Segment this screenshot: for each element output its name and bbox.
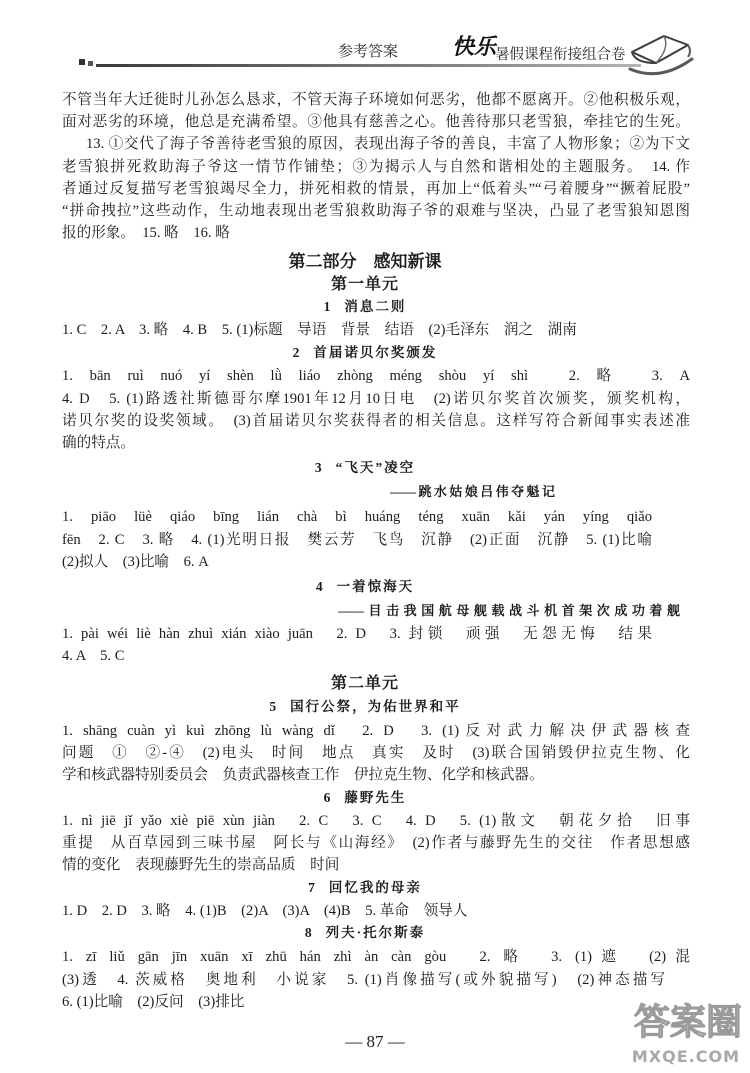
answer-line: 不管当年大迁徙时儿孙怎么恳求，不管天海子环境如何恶劣，他都不愿离开。②他积极乐观， bbox=[62, 92, 690, 108]
lesson-name: 回忆我的母亲 bbox=[328, 880, 422, 895]
lesson-name: 首届诺贝尔奖颁发 bbox=[313, 345, 438, 360]
lesson-name: 一着惊海天 bbox=[336, 579, 415, 594]
part-title: 第二部分 感知新课 bbox=[288, 252, 442, 271]
answer-line: 1. zī liǔ gān jīn xuān xī zhū hán zhì àn càn gòu 2. 略 3. (1)遮 (2)混 bbox=[62, 949, 690, 965]
answer-line: 学和核武器特别委员会 负责武器核查工作 伊拉克生物、化学和核武器。 bbox=[62, 767, 544, 783]
header-series-title: 暑假课程衔接组合卷 bbox=[495, 47, 626, 63]
lesson-name: 国行公祭，为佑世界和平 bbox=[290, 699, 461, 714]
answer-line: 4. A 5. C bbox=[62, 648, 125, 664]
unit-title: 第一单元 bbox=[330, 276, 399, 293]
lesson-title bbox=[62, 295, 668, 319]
lesson-title bbox=[62, 921, 668, 945]
answer-line: 问题 ① ②-④ (2)电头 时间 地点 真实 及时 (3)联合国销毁伊拉克生物、化 bbox=[62, 745, 690, 761]
header-brand: 快乐 bbox=[452, 35, 497, 60]
answer-line: 1. shāng cuàn yì kuì zhōng lù wàng dǐ 2. D 3. (1)反对武力解决伊武器核查 bbox=[62, 723, 690, 739]
lesson-number: 5 bbox=[269, 699, 279, 714]
lesson-subtitle: ——目击我国航母舰载战斗机首架次成功着舰 bbox=[338, 603, 680, 618]
lesson-name: 藤野先生 bbox=[344, 790, 407, 805]
lesson-title bbox=[62, 341, 668, 365]
watermark-site: MXQE.COM bbox=[631, 1047, 740, 1066]
folded-paper-logo-icon bbox=[626, 28, 696, 84]
lesson-title bbox=[62, 876, 668, 900]
answer-line: (2)拟人 (3)比喻 6. A bbox=[62, 554, 209, 570]
lesson-number: 7 bbox=[308, 880, 317, 895]
lesson-name: “飞天”凌空 bbox=[335, 460, 416, 475]
page-number: — 87 — bbox=[345, 1032, 405, 1051]
lesson-number: 3 bbox=[314, 460, 324, 475]
answer-line: “拼命拽拉”这些动作，生动地表现出老雪狼救助海子爷的艰难与坚决，凸显了老雪狼知恩图 bbox=[62, 203, 690, 219]
lesson-title bbox=[62, 456, 668, 480]
lesson-number: 8 bbox=[304, 925, 314, 940]
answer-line: 面对恶劣的环境，他总是充满希望。③他具有慈善之心。他善待那只老雪狼，牵挂它的生死。 bbox=[62, 114, 690, 130]
lesson-name: 消息二则 bbox=[344, 299, 407, 314]
lesson-number: 6 bbox=[323, 790, 333, 805]
lesson-number: 4 bbox=[315, 579, 325, 594]
lesson-subtitle: ——跳水姑娘吕伟夺魁记 bbox=[390, 484, 555, 499]
answer-line: 情的变化 表现藤野先生的崇高品质 时间 bbox=[62, 857, 340, 873]
lesson-number: 1 bbox=[323, 299, 333, 314]
unit-title: 第二单元 bbox=[330, 675, 399, 692]
lesson-title bbox=[62, 575, 668, 599]
answer-line: 诺贝尔奖的设奖领域。 (3)首届诺贝尔奖获得者的相关信息。这样写符合新闻事实表述准 bbox=[62, 413, 690, 429]
watermark-logo: 答案圈 bbox=[633, 1002, 742, 1043]
answer-line: 6. (1)比喻 (2)反问 (3)排比 bbox=[62, 994, 245, 1010]
header-square-decoration bbox=[79, 59, 85, 65]
answer-line: 老雪狼拼死救助海子爷这一情节作铺垫；③为揭示人与自然和谐相处的主题服务。 14. 作 bbox=[62, 159, 690, 175]
header-section-label: 参考答案 bbox=[338, 44, 399, 60]
lesson-name: 列夫·托尔斯泰 bbox=[325, 925, 426, 940]
answer-line: 1. D 2. D 3. 略 4. (1)B (2)A (3)A (4)B 5. 革命 领导人 bbox=[62, 903, 468, 919]
answer-line: 13. ①交代了海子爷善待老雪狼的原因，表现出海子爷的善良，丰富了人物形象；②为下文 bbox=[86, 136, 690, 152]
answer-line: 报的形象。 15. 略 16. 略 bbox=[62, 225, 230, 241]
answer-line: 1. bān ruì nuó yí shèn lǜ liáo zhòng méng shòu yí shì 2. 略 3. A bbox=[62, 368, 690, 384]
answer-line: (3)透 4. 茨威格 奥地利 小说家 5. (1)肖像描写(或外貌描写) (2)神态描写 bbox=[62, 972, 665, 988]
answer-line: 确的特点。 bbox=[62, 435, 135, 451]
answer-line: 重提 从百草园到三味书屋 阿长与《山海经》 (2)作者与藤野先生的交往 作者思想感 bbox=[62, 835, 690, 851]
answer-line: 1. C 2. A 3. 略 4. B 5. (1)标题 导语 背景 结语 (2)毛泽东 润之 湖南 bbox=[62, 322, 577, 338]
answer-line: 1. nì jiē jǐ yǎo xiè piē xùn jiàn 2. C 3. C 4. D 5. (1)散文 朝花夕拾 旧事 bbox=[62, 813, 690, 829]
answer-line: 4. D 5. (1)路透社斯德哥尔摩1901年12月10日电 (2)诺贝尔奖首次颁奖，颁奖机构， bbox=[62, 391, 690, 407]
lesson-title bbox=[62, 695, 668, 719]
lesson-title bbox=[62, 786, 668, 810]
answer-line: fēn 2. C 3. 略 4. (1)光明日报 樊云芳 飞鸟 沉静 (2)正面 沉静 5. (1)比喻 bbox=[62, 532, 652, 548]
answer-line: 1. pài wéi liè hàn zhuì xián xiào juān 2. D 3. 封锁 顽强 无怨无悔 结果 bbox=[62, 626, 652, 642]
answer-line: 者通过反复描写老雪狼竭尽全力，拼死相救的情景，再加上“低着头”“弓着腰身”“撅着屁股” bbox=[62, 181, 690, 197]
answer-line: 1. piāo lüè qiáo bīng lián chà bì huáng téng xuān kǎi yán yíng qiǎo bbox=[62, 509, 652, 525]
lesson-number: 2 bbox=[292, 345, 302, 360]
header-square-decoration bbox=[88, 61, 93, 66]
